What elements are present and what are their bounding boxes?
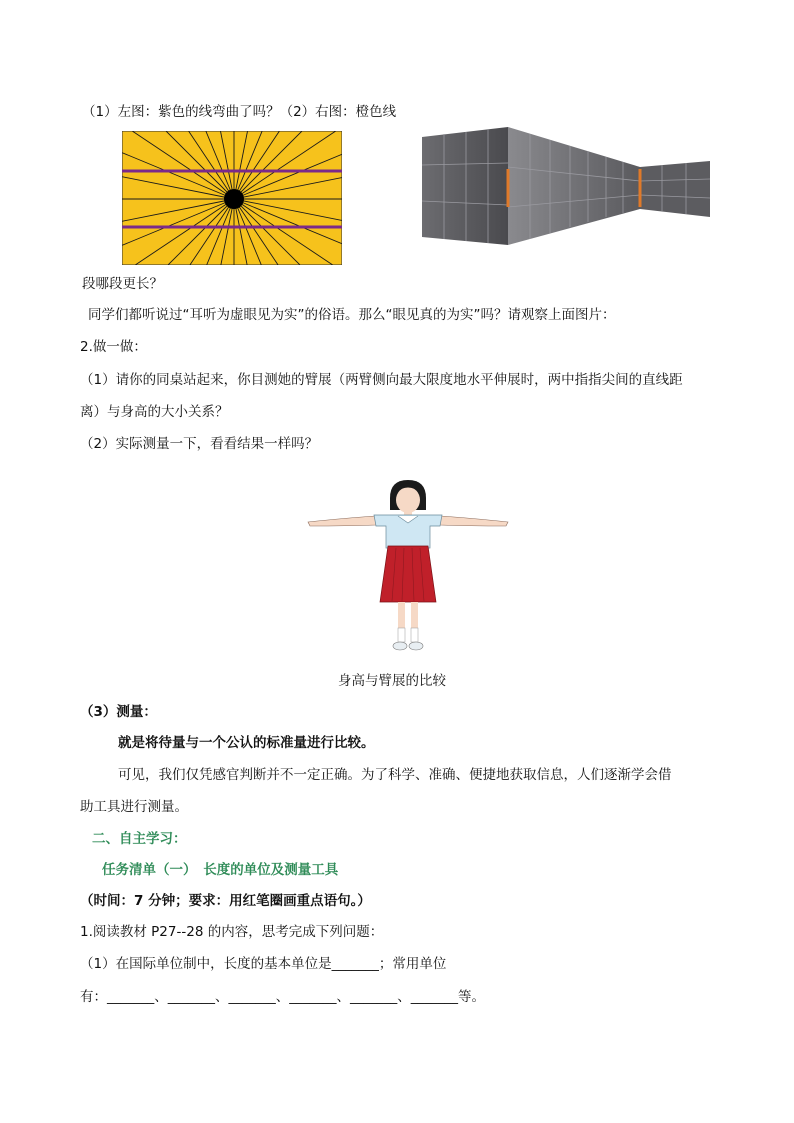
illusion-question-line1: （1）左图：紫色的线弯曲了吗？（2）右图：橙色线: [82, 104, 397, 120]
measure-label: （3）测量：: [80, 704, 157, 720]
question-1a-line1: （1）在国际单位制中，长度的基本单位是_______；常用单位: [80, 956, 447, 972]
activity-heading: 2.做一做：: [80, 339, 147, 355]
measure-definition: 就是将待量与一个公认的标准量进行比较。: [118, 735, 375, 751]
radial-lines-illusion-icon: [122, 131, 342, 265]
activity-q2: （2）实际测量一下，看看结果一样吗？: [80, 436, 319, 452]
activity-q1-line2: 离）与身高的大小关系？: [80, 404, 229, 420]
activity-q1-line1: （1）请你的同桌站起来，你目测她的臂展（两臂侧向最大限度地水平伸展时，两中指指尖间的直线距: [80, 372, 683, 388]
figure-caption: 身高与臂展的比较: [338, 673, 446, 689]
measure-paragraph-line1: 可见，我们仅凭感官判断并不一定正确。为了科学、准确、便捷地获取信息，人们逐渐学会借: [118, 767, 672, 783]
measure-paragraph-line2: 助工具进行测量。: [80, 799, 188, 815]
section2-heading: 二、自主学习：: [92, 831, 187, 847]
question-1a-line2: 有：_______、_______、_______、_______、_______、_______等。: [80, 989, 485, 1005]
illusion-question-line2: 段哪段更长？: [82, 276, 163, 292]
task-requirement: （时间：7 分钟；要求：用红笔圈画重点语句。）: [80, 893, 371, 909]
question-1: 1.阅读教材 P27--28 的内容，思考完成下列问题：: [80, 924, 384, 940]
intro-text: 同学们都听说过“耳听为虚眼见为实”的俗语。那么“眼见真的为实”吗？请观察上面图片：: [88, 307, 616, 323]
perspective-corridor-illusion-icon: [422, 127, 712, 245]
girl-arms-outstretched-icon: [306, 478, 510, 658]
task-list-title: 任务清单（一） 长度的单位及测量工具: [102, 862, 339, 878]
